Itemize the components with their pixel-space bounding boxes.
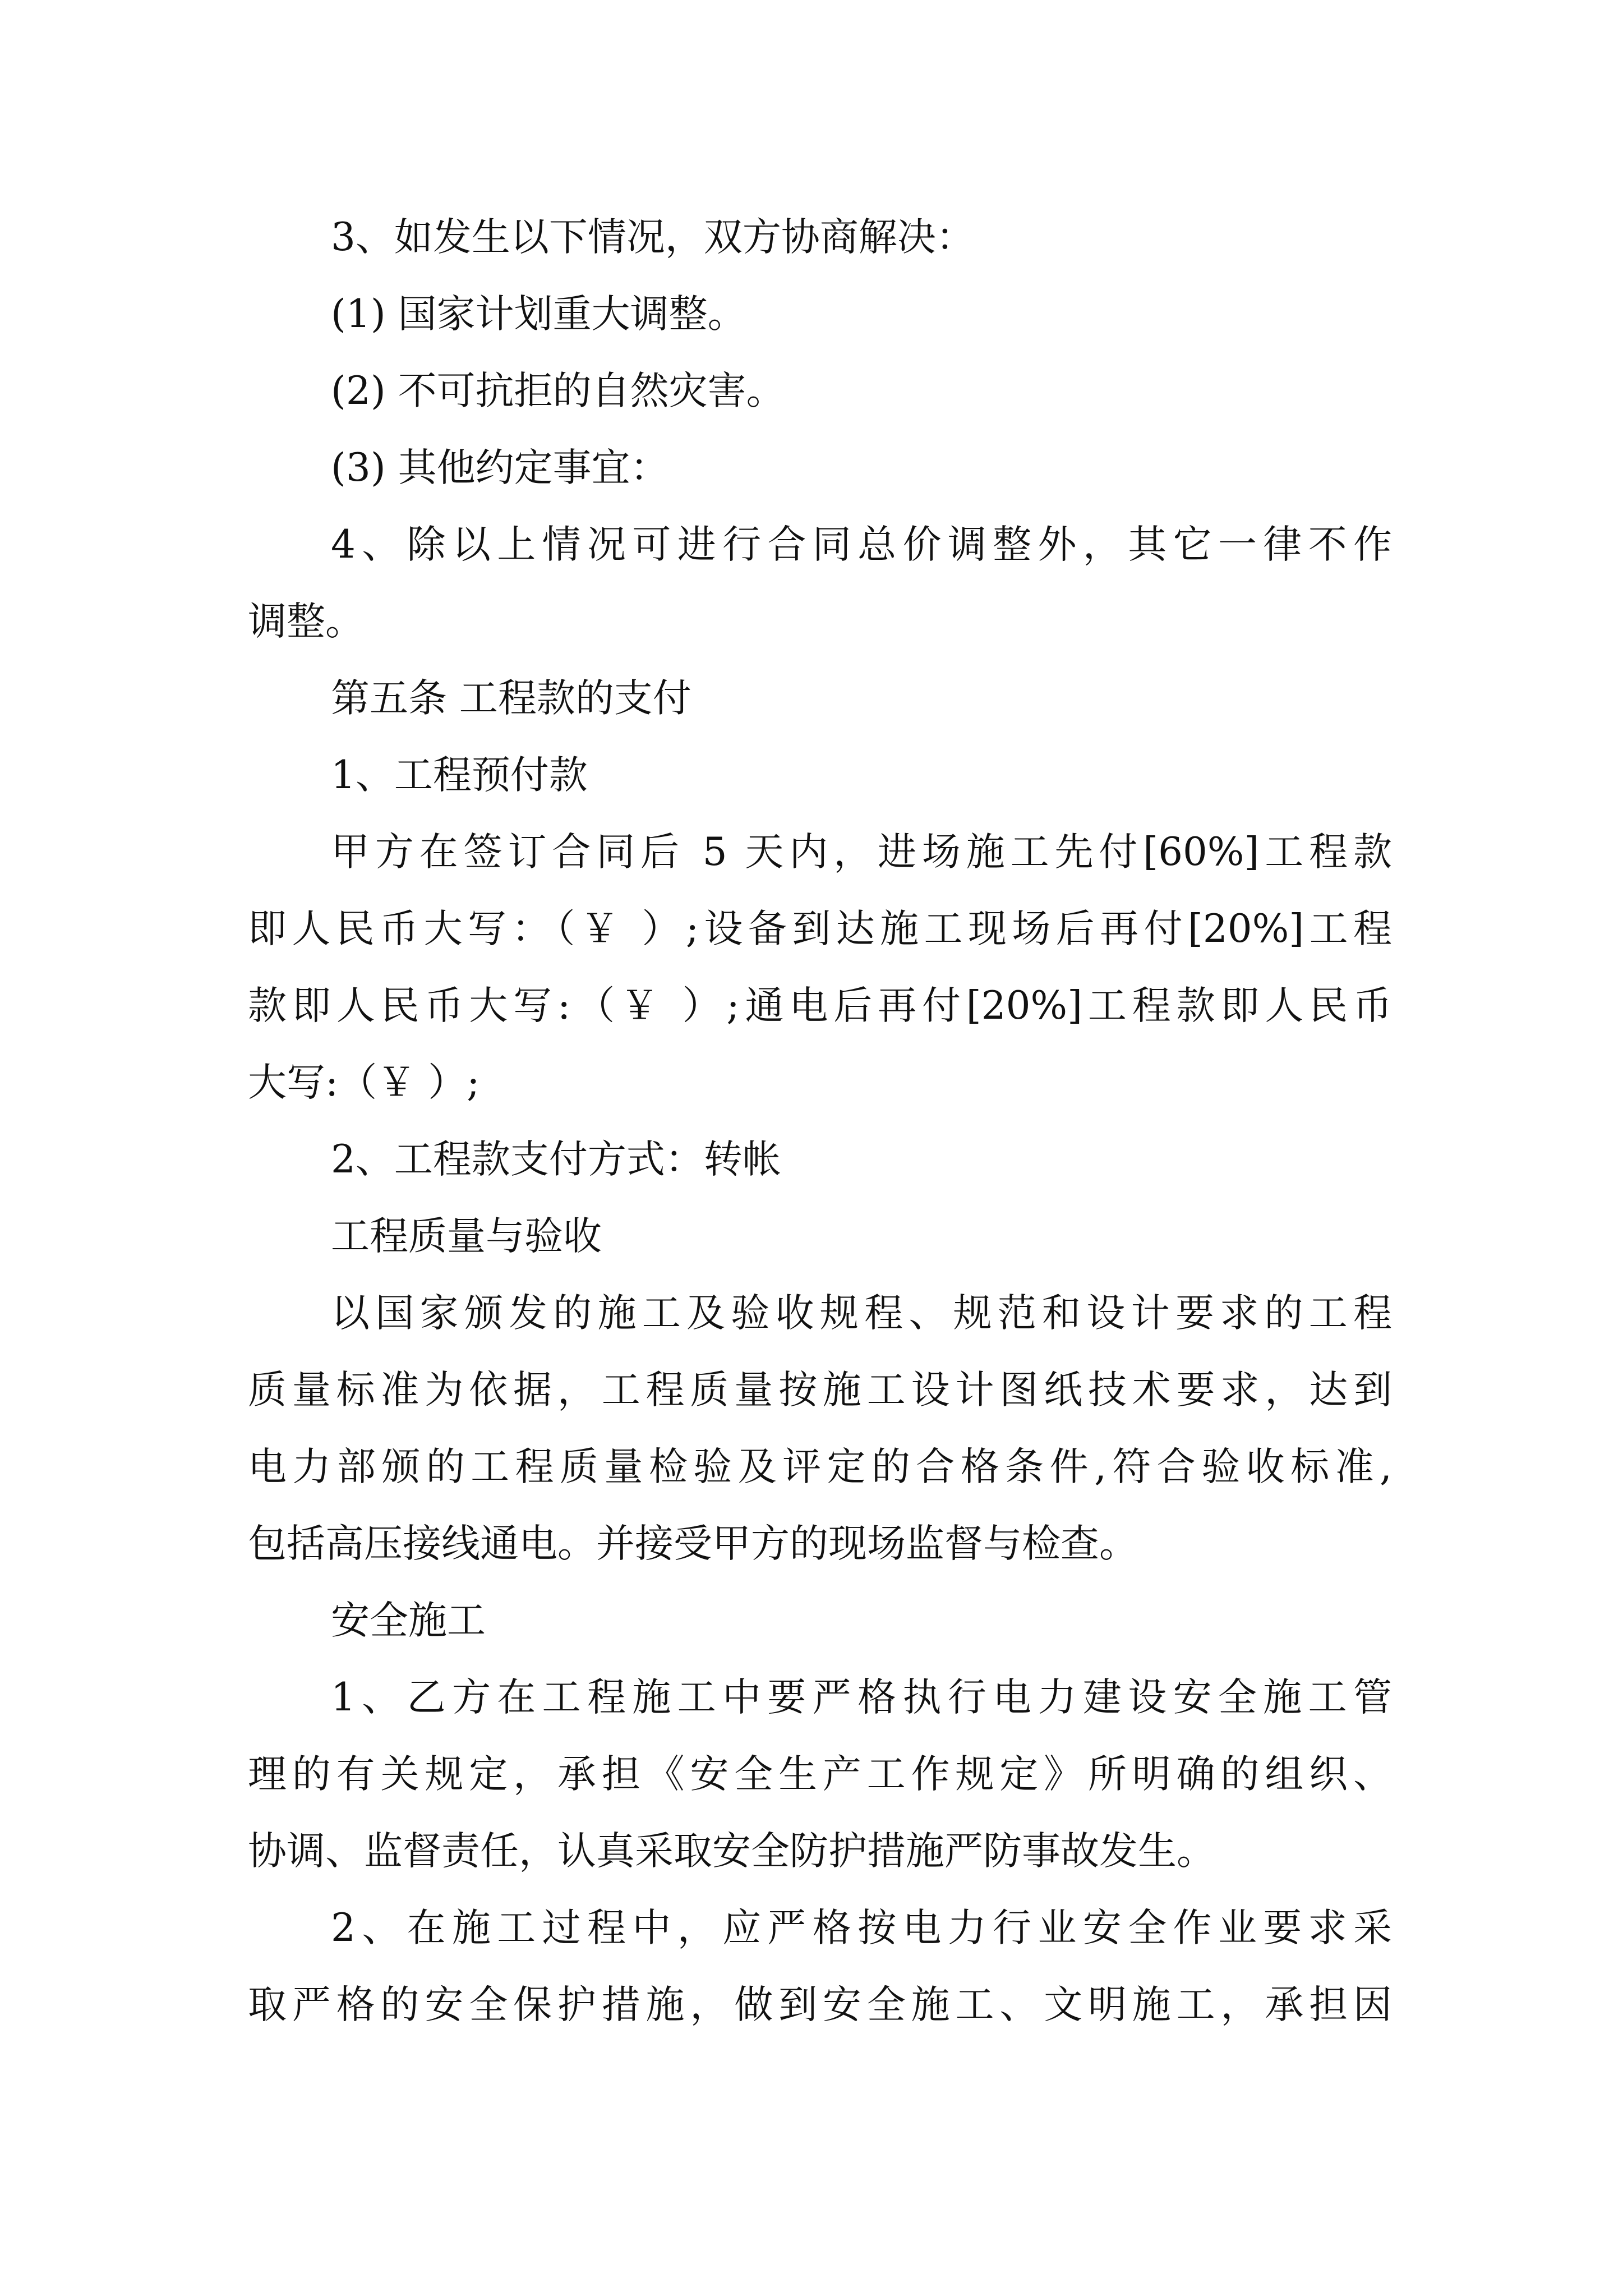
text-line: 2、工程款支付方式：转帐 <box>331 1137 781 1182</box>
text-line: 取严格的安全保护措施，做到安全施工、文明施工，承担因 <box>248 1982 1392 2027</box>
text-line: (2) 不可抗拒的自然灾害。 <box>331 369 785 413</box>
text-line: 即人民币大写：（￥ ）;设备到达施工现场后再付[20%]工程 <box>248 907 1392 951</box>
text-line: 3、如发生以下情况，双方协商解决： <box>331 215 975 260</box>
text-line: 大写:（￥ ）; <box>248 1060 480 1105</box>
text-line: 以国家颁发的施工及验收规程、规范和设计要求的工程 <box>331 1291 1392 1336</box>
text-line: 1、乙方在工程施工中要严格执行电力建设安全施工管 <box>331 1675 1392 1720</box>
contract-body-text <box>248 199 1392 2044</box>
text-line: 调整。 <box>248 599 364 644</box>
subsection-heading: 1、工程预付款 <box>331 753 588 798</box>
text-line: 电力部颁的工程质量检验及评定的合格条件,符合验收标准, <box>248 1444 1392 1489</box>
text-line: 理的有关规定，承担《安全生产工作规定》所明确的组织、 <box>248 1752 1392 1797</box>
text-line: (1) 国家计划重大调整。 <box>331 292 746 337</box>
section-heading: 工程质量与验收 <box>331 1214 602 1259</box>
text-line: 包括高压接线通电。并接受甲方的现场监督与检查。 <box>248 1521 1138 1566</box>
section-heading: 第五条 工程款的支付 <box>331 676 691 721</box>
text-line: 2、在施工过程中，应严格按电力行业安全作业要求采 <box>331 1906 1392 1950</box>
text-line: (3) 其他约定事宜： <box>331 445 669 490</box>
section-heading: 安全施工 <box>331 1598 486 1643</box>
text-line: 协调、监督责任，认真采取安全防护措施严防事故发生。 <box>248 1829 1215 1874</box>
text-line: 4、除以上情况可进行合同总价调整外，其它一律不作 <box>331 522 1392 567</box>
text-line: 质量标准为依据，工程质量按施工设计图纸技术要求，达到 <box>248 1368 1392 1412</box>
text-line: 款即人民币大写:（￥ ）;通电后再付[20%]工程款即人民币 <box>248 983 1392 1028</box>
text-line: 甲方在签订合同后 5 天内，进场施工先付[60%]工程款 <box>331 830 1392 875</box>
